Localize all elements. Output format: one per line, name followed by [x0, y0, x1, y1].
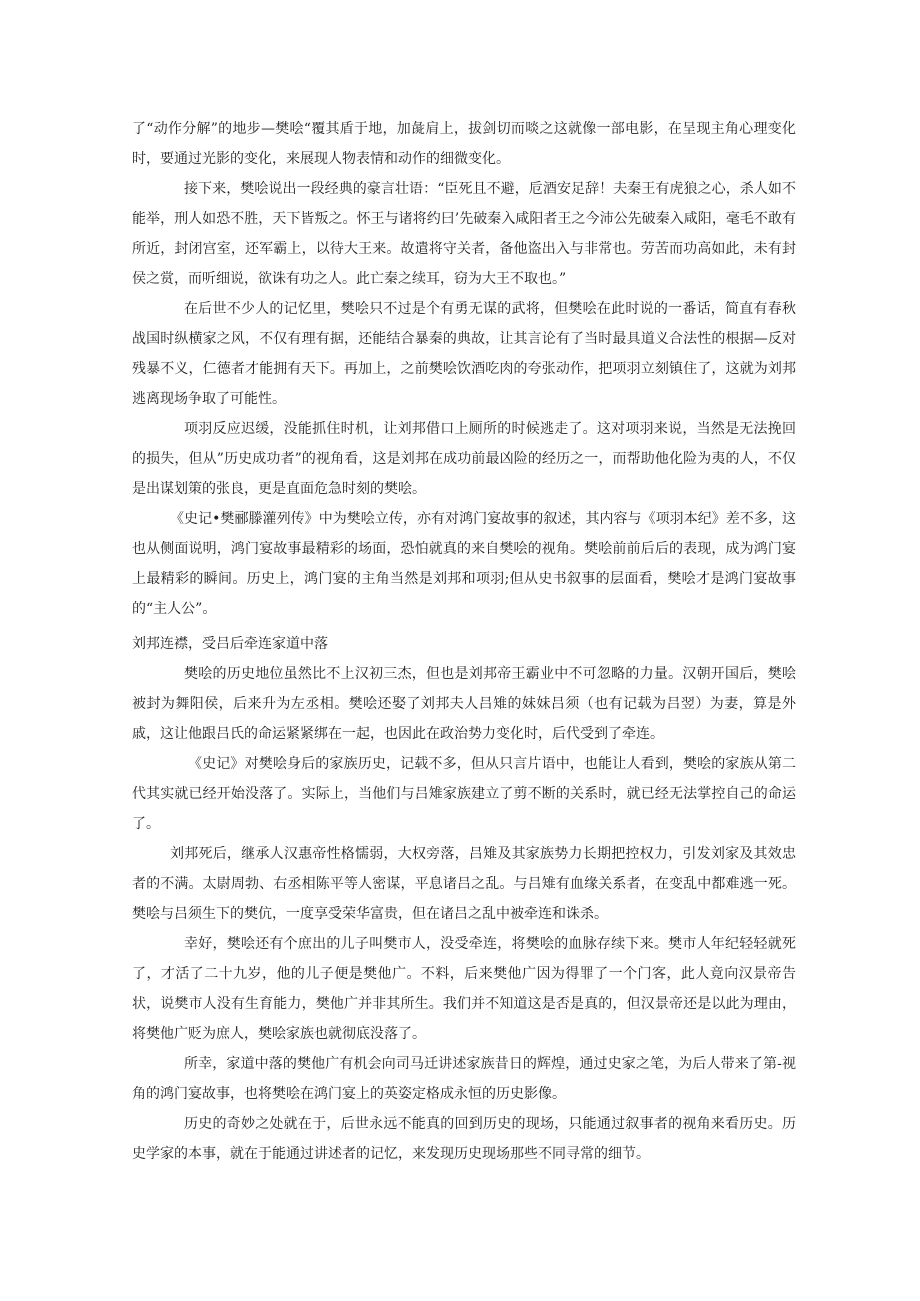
- paragraph-8: 刘邦死后，继承人汉惠帝性格懦弱，大权旁落，吕雉及其家族势力长期把控权力，引发刘家及其效忠者的不满。太尉周勃、右丞相陈平等人密谋，平息诸吕之乱。与吕雉有血缘关系者，在变乱中都难逃一死。樊哙与吕须生下的樊伉，一度享受荣华富贵，但在诸吕之乱中被牵连和诛杀。: [132, 846, 796, 922]
- section-heading: 刘邦连襟，受吕后牵连家道中落: [132, 636, 328, 652]
- article-body: [132, 114, 796, 1169]
- paragraph-4: 项羽反应迟缓，没能抓住时机，让刘邦借口上厕所的时候逃走了。这对项羽来说，当然是无法挽回的损失，但从”历史成功者”的视角看，这是刘邦在成功前最凶险的经历之一，而帮助他化险为夷的人，不仅是出谋划策的张良，更是直面危急时刻的樊哙。: [132, 421, 796, 497]
- paragraph-10: 所幸，家道中落的樊他广有机会向司马迁讲述家族昔日的辉煌，通过史家之笔，为后人带来了第-视角的鸿门宴故事，也将樊哙在鸿门宴上的英姿定格成永恒的历史影像。: [132, 1056, 796, 1102]
- paragraph-6: 樊哙的历史地位虽然比不上汉初三杰，但也是刘邦帝王霸业中不可忽略的力量。汉朝开国后，樊哙被封为舞阳侯，后来升为左丞相。樊哙还娶了刘邦夫人吕雉的妹妹吕须（也有记载为吕翌）为妻，算是外戚，这让他跟吕氏的命运紧紧绑在一起，也因此在政治势力变化时，后代受到了牵连。: [132, 666, 796, 742]
- paragraph-5: 《史记•樊郦滕灌列传》中为樊哙立传，亦有对鸿门宴故事的叙述，其内容与《项羽本纪》差不多，这也从侧面说明，鸿门宴故事最精彩的场面，恐怕就真的来自樊哙的视角。樊哙前前后后的表现，成为鸿门宴上最精彩的瞬间。历史上，鸿门宴的主角当然是刘邦和项羽;但从史书叙事的层面看，樊哙才是鸿门宴故事的“主人公”。: [132, 511, 796, 617]
- paragraph-7: 《史记》对樊哙身后的家族历史，记载不多，但从只言片语中，也能让人看到，樊哙的家族从第二代其实就已经开始没落了。实际上，当他们与吕雉家族建立了剪不断的关系时，就已经无法掌控自己的命运了。: [132, 756, 796, 832]
- paragraph-1: 了“动作分解”的地步—樊哙“覆其盾于地，加彘肩上，拔剑切而啖之这就像一部电影，在呈现主角心理变化时，要通过光影的变化，来展现人物表情和动作的细微变化。: [132, 121, 796, 167]
- paragraph-11: 历史的奇妙之处就在于，后世永远不能真的回到历史的现场，只能通过叙事者的视角来看历史。历史学家的本事，就在于能通过讲述者的记忆，来发现历史现场那些不同寻常的细节。: [132, 1116, 796, 1162]
- paragraph-3: 在后世不少人的记忆里，樊哙只不过是个有勇无谋的武将，但樊哙在此时说的一番话，简直有春秋战国时纵横家之风，不仅有理有据，还能结合暴秦的典故，让其言论有了当时最具道义合法性的根据—反对残暴不义，仁德者才能拥有天下。再加上，之前樊哙饮酒吃肉的夸张动作，把项羽立刻镇住了，这就为刘邦逃离现场争取了可能性。: [132, 301, 796, 407]
- paragraph-2: 接下来，樊哙说出一段经典的豪言壮语：“臣死且不避，卮酒安足辞！夫秦王有虎狼之心，杀人如不能举，刑人如恐不胜，天下皆叛之。怀王与诸将约曰’先破秦入咸阳者王之今沛公先破秦入咸阳，毫毛不敢有所近，封闭宫室，还军霸上，以待大王来。故遣将守关者，备他盗出入与非常也。劳苦而功高如此，未有封侯之赏，而听细说，欲诛有功之人。此亡秦之续耳，窃为大王不取也。”: [132, 181, 796, 287]
- paragraph-9: 幸好，樊哙还有个庶出的儿子叫樊市人，没受牵连，将樊哙的血脉存续下来。樊市人年纪轻轻就死了，才活了二十九岁，他的儿子便是樊他广。不料，后来樊他广因为得罪了一个门客，此人竟向汉景帝告状，说樊市人没有生育能力，樊他广并非其所生。我们并不知道这是否是真的，但汉景帝还是以此为理由，将樊他广贬为庶人，樊哙家族也就彻底没落了。: [132, 936, 796, 1042]
